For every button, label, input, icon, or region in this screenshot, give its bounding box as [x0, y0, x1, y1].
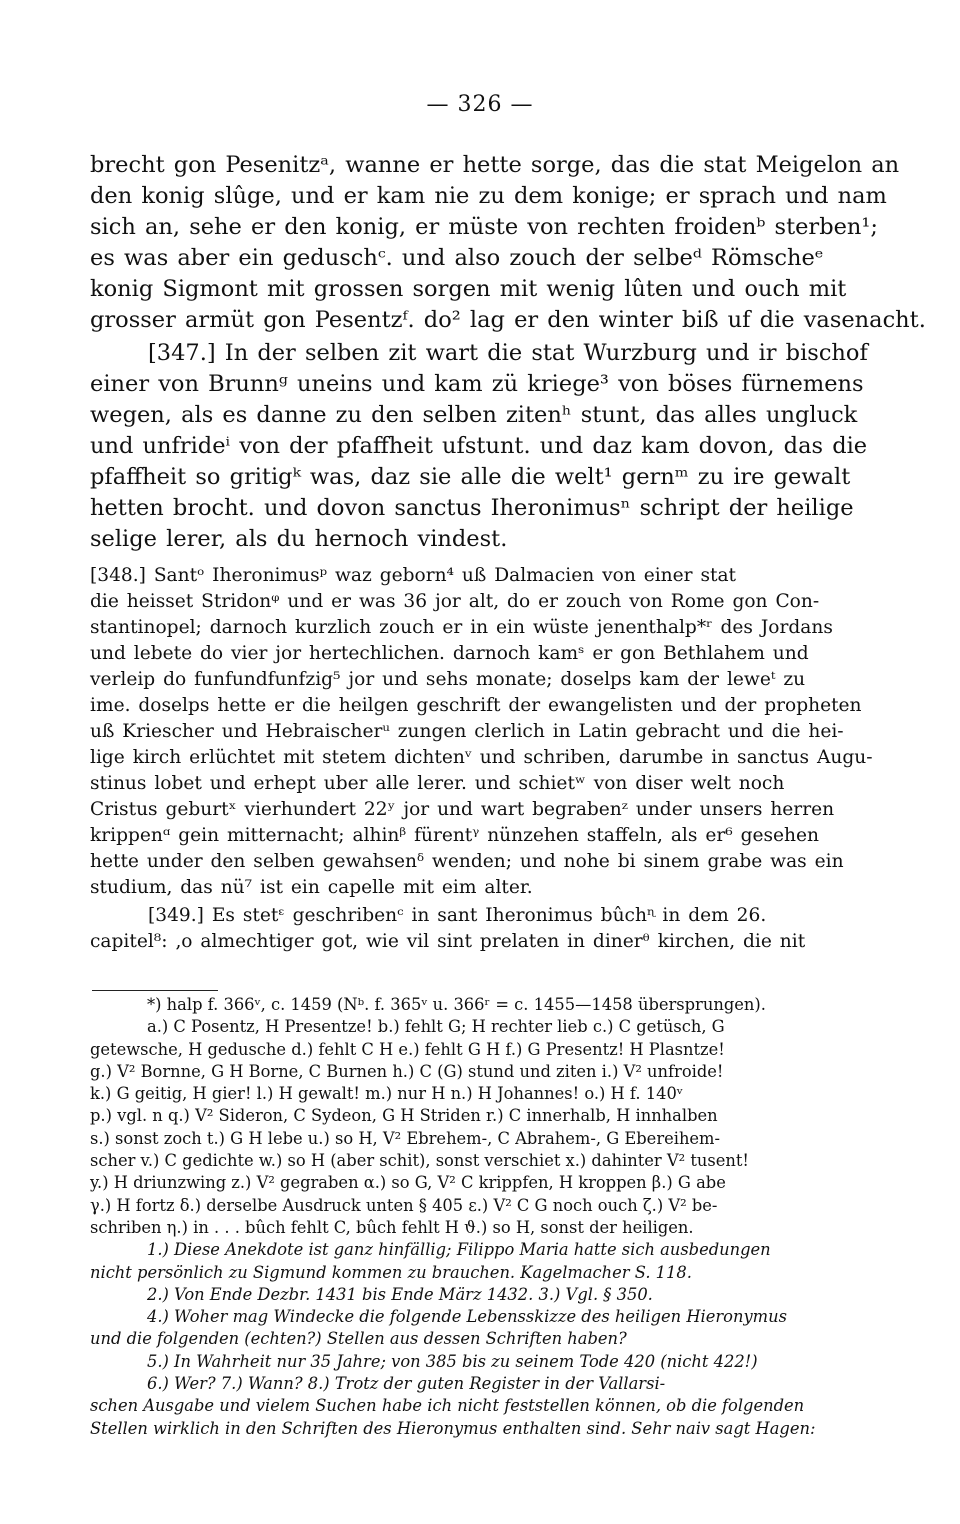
text-line: und unfrideⁱ von der pfaffheit ufstunt. und daz kam dovon, das die — [90, 433, 868, 459]
text-line: ime. doselps hette er die heilgen geschrift der ewangelisten und der propheten — [90, 695, 862, 716]
text-line: Cristus geburtˣ vierhundert 22ʸ jor und wart begrabenᶻ under unsers herren — [90, 799, 835, 820]
footnote-line: p.) vgl. n q.) V² Sideron, C Sydeon, G H Striden r.) C innerhalb, H innhalben — [90, 1106, 718, 1126]
footnote-line: γ.) H fortz δ.) derselbe Ausdruck unten § 405 ε.) V² C G noch ouch ζ.) V² be- — [90, 1195, 718, 1215]
text-line: [349.] Es stetᵋ geschribenᶜ in sant Iheronimus bûchᶯ in dem 26. — [148, 905, 767, 926]
text-line: stinus lobet und erhept uber alle lerer. und schietʷ von diser welt noch — [90, 773, 785, 794]
footnote-line: 4.) Woher mag Windecke die folgende Lebensskizze des heiligen Hieronymus — [147, 1307, 787, 1327]
footnote-rule — [92, 990, 218, 991]
paragraph — [90, 903, 872, 955]
text-line: und lebete do vier jor hertechlichen. darnoch kamˢ er gon Bethlahem und — [90, 643, 809, 664]
text-line: die heisset Stridonᵠ und er was 36 jor alt, do er zouch von Rome gon Con- — [90, 591, 820, 612]
footnotes — [90, 994, 872, 1440]
text-line: hette under den selben gewahsenᵟ wenden; und nohe bi sinem grabe was ein — [90, 851, 844, 872]
text-line: uß Kriescher und Hebraischerᵘ zungen clerlich in Latin gebracht und die hei- — [90, 721, 844, 742]
footnote-line: getewsche, H gedusche d.) fehlt C H e.) fehlt G H f.) G Presentz! H Plasntze! — [90, 1039, 725, 1059]
paragraph — [90, 338, 872, 555]
footnote-line: und die folgenden (echten?) Stellen aus dessen Schriften haben? — [90, 1329, 627, 1349]
small-paragraphs — [90, 563, 872, 955]
footnote-line: *) halp f. 366ᵛ, c. 1459 (Nᵇ. f. 365ᵛ u. 366ʳ = c. 1455—1458 übersprungen). — [147, 995, 766, 1014]
footnote-line: g.) V² Bornne, G H Borne, C Burnen h.) C (G) stund und ziten i.) V² unfroide! — [90, 1061, 724, 1081]
page-number: — 326 — — [426, 92, 534, 117]
footnote-line: 2.) Von Ende Dezbr. 1431 bis Ende März 1432. 3.) Vgl. § 350. — [147, 1284, 653, 1304]
text-line: lige kirch erlüchtet mit stetem dichtenᵛ und schriben, darumbe in sanctus Augu- — [90, 747, 873, 768]
text-line: [348.] Santᵒ Iheronimusᵖ waz geborn⁴ uß Dalmacien von einer stat — [90, 565, 737, 586]
footnote-line: 6.) Wer? 7.) Wann? 8.) Trotz der guten Register in der Vallarsi- — [147, 1374, 666, 1394]
text-line: pfaffheit so gritigᵏ was, daz sie alle die welt¹ gernᵐ zu ire gewalt — [90, 464, 851, 490]
footnote-line: 1.) Diese Anekdote ist ganz hinfällig; Filippo Maria hatte sich ausbedungen — [147, 1240, 771, 1260]
text-line: hetten brocht. und dovon sanctus Iheronimusⁿ schript der heilige — [90, 495, 854, 521]
text-line: grosser armüt gon Pesentzᶠ. do² lag er den winter biß uf die vasenacht. — [90, 307, 926, 333]
footnote-line: y.) H driunzwing z.) V² gegraben α.) so G, V² C krippfen, H kroppen β.) G abe — [90, 1173, 726, 1193]
text-line: capitel⁸: ‚o almechtiger got, wie vil sint prelaten in dinerᶿ kirchen, die nit — [90, 931, 806, 952]
paragraph — [90, 150, 926, 336]
text-line: einer von Brunnᵍ uneins und kam zü kriege³ von böses fürnemens — [90, 371, 864, 397]
text-line: sich an, sehe er den konig, er müste von rechten froidenᵇ sterben¹; — [90, 214, 878, 240]
text-line: brecht gon Pesenitzᵃ, wanne er hette sorge, das die stat Meigelon an — [90, 152, 900, 178]
text-line: verleip do funfundfunfzig⁵ jor und sehs monate; doselps kam der leweᵗ zu — [90, 669, 806, 690]
text-line: studium, das nü⁷ ist ein capelle mit eim alter. — [90, 877, 533, 898]
text-line: stantinopel; darnoch kurzlich zouch er in ein wüste jenenthalp*ʳ des Jordans — [90, 617, 833, 638]
footnote-line: k.) G geitig, H gier! l.) H gewalt! m.) nur H n.) H Johannes! o.) H f. 140ᵛ — [90, 1084, 683, 1104]
paragraph — [90, 563, 872, 901]
footnote-line: schen Ausgabe und vielem Suchen habe ich nicht feststellen können, ob die folgenden — [90, 1396, 805, 1416]
text-line: den konig slûge, und er kam nie zu dem konige; er sprach und nam — [90, 183, 887, 209]
text-line: [347.] In der selben zit wart die stat Wurzburg und ir bischof — [148, 340, 868, 366]
paragraphs — [90, 150, 926, 555]
footnote-line: schriben η.) in . . . bûch fehlt C, bûch fehlt H ϑ.) so H, sonst der heiligen. — [90, 1217, 694, 1237]
text-line: konig Sigmont mit grossen sorgen mit wenig lûten und ouch mit — [90, 276, 847, 302]
footnote-line: scher v.) C gedichte w.) so H (aber schit), sonst verschiet x.) dahinter V² tusent! — [90, 1151, 749, 1171]
text-line: wegen, als es danne zu den selben zitenʰ stunt, das alles ungluck — [90, 402, 858, 428]
text-line: es was aber ein geduschᶜ. und also zouch der selbeᵈ Römscheᵉ — [90, 245, 824, 271]
footnote-line: s.) sonst zoch t.) G H lebe u.) so H, V² Ebrehem-, C Abrahem-, G Ebereihem- — [90, 1128, 721, 1148]
text-line: krippenᵅ gein mitternacht; alhinᵝ fürentᵞ nünzehen staffeln, als er⁶ gesehen — [90, 825, 819, 846]
footnote-line: 5.) In Wahrheit nur 35 Jahre; von 385 bis zu seinem Tode 420 (nicht 422!) — [147, 1351, 758, 1371]
text-line: selige lerer, als du hernoch vindest. — [90, 526, 508, 552]
footnote-line: a.) C Posentz, H Presentze! b.) fehlt G; H rechter lieb c.) C getüsch, G — [147, 1017, 725, 1037]
main-text — [90, 150, 926, 957]
footnote-line: nicht persönlich zu Sigmund kommen zu brauchen. Kagelmacher S. 118. — [90, 1262, 692, 1282]
footnote-line: Stellen wirklich in den Schriften des Hieronymus enthalten sind. Sehr naiv sagt Hagen: — [90, 1418, 816, 1438]
